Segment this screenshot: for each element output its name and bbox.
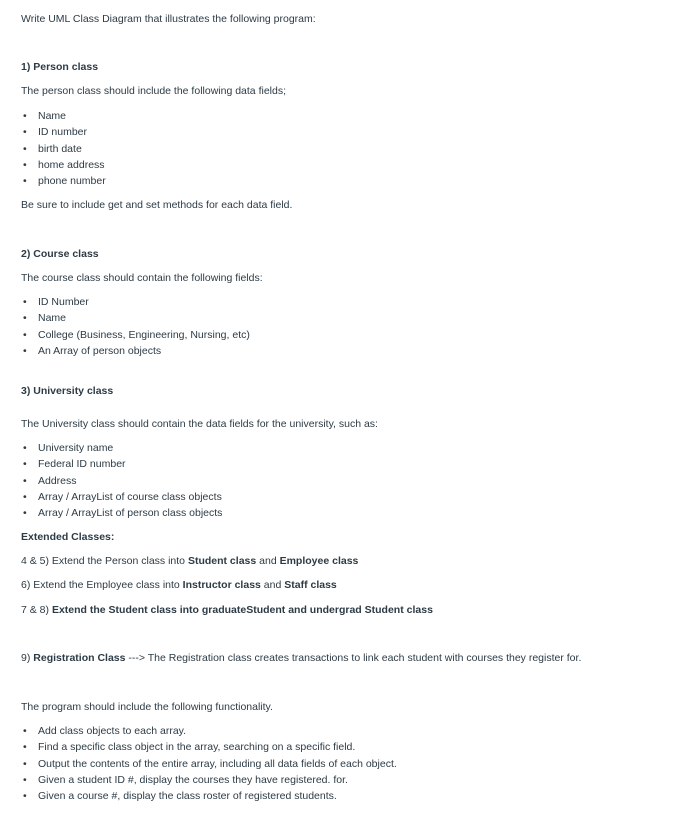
list-item: • College (Business, Engineering, Nursing, etc) (21, 328, 250, 344)
graduate-student-label: Extend the Student class into graduateStudent and undergrad Student class (51, 604, 433, 616)
course-heading: 2) Course class (21, 248, 99, 260)
student-class-label: Student class (187, 555, 257, 567)
list-item: • Given a student ID #, display the courses they have registered. for. (21, 773, 397, 789)
extended-line-text: 6) Extend the Employee class into (21, 579, 183, 591)
intro-text: Write UML Class Diagram that illustrates the following program: (21, 13, 316, 25)
extended-line-text: and (256, 555, 280, 567)
university-heading: 3) University class (21, 385, 114, 397)
extended-heading: Extended Classes: (21, 531, 115, 543)
extended-line-text: 7 & 8) (21, 604, 52, 616)
extended-line-7-8 (21, 603, 433, 617)
person-field-list (21, 109, 106, 190)
list-item: • home address (21, 158, 106, 174)
registration-description: ---> The Registration class creates transactions to link each student with courses they register for. (125, 652, 582, 664)
staff-class-label: Staff class (284, 579, 337, 591)
list-item: • University name (21, 441, 222, 457)
registration-line (21, 651, 581, 665)
extended-line-text: 4 & 5) Extend the Person class into (21, 555, 188, 567)
functionality-list (21, 724, 397, 805)
list-item: • Array / ArrayList of course class objects (21, 490, 222, 506)
list-item: • Name (21, 311, 250, 327)
university-field-list (21, 441, 222, 522)
list-item: • birth date (21, 142, 106, 158)
extended-line-4-5 (21, 554, 358, 568)
list-item: • ID number (21, 125, 106, 141)
list-item: • Output the contents of the entire array, including all data fields of each object. (21, 757, 397, 773)
list-item: • An Array of person objects (21, 344, 250, 360)
list-item: • Given a course #, display the class roster of registered students. (21, 789, 397, 805)
functionality-intro: The program should include the following functionality. (21, 701, 273, 713)
list-item: • Address (21, 474, 222, 490)
extended-line-text: and (260, 579, 285, 591)
list-item: • Name (21, 109, 106, 125)
list-item: • Array / ArrayList of person class objects (21, 506, 222, 522)
list-item: • ID Number (21, 295, 250, 311)
list-item: • phone number (21, 174, 106, 190)
person-heading: 1) Person class (21, 61, 99, 73)
list-item: • Federal ID number (21, 457, 222, 473)
course-intro: The course class should contain the following fields: (21, 272, 263, 284)
university-intro: The University class should contain the data fields for the university, such as: (21, 418, 378, 430)
course-field-list (21, 295, 250, 360)
extended-line-6 (21, 578, 337, 592)
instructor-class-label: Instructor class (182, 579, 261, 591)
list-item: • Find a specific class object in the array, searching on a specific field. (21, 740, 397, 756)
registration-prefix: 9) (21, 652, 34, 664)
registration-class-label: Registration Class (33, 652, 126, 664)
person-intro: The person class should include the following data fields; (21, 85, 286, 97)
list-item: • Add class objects to each array. (21, 724, 397, 740)
person-note: Be sure to include get and set methods for each data field. (21, 199, 293, 211)
employee-class-label: Employee class (279, 555, 359, 567)
